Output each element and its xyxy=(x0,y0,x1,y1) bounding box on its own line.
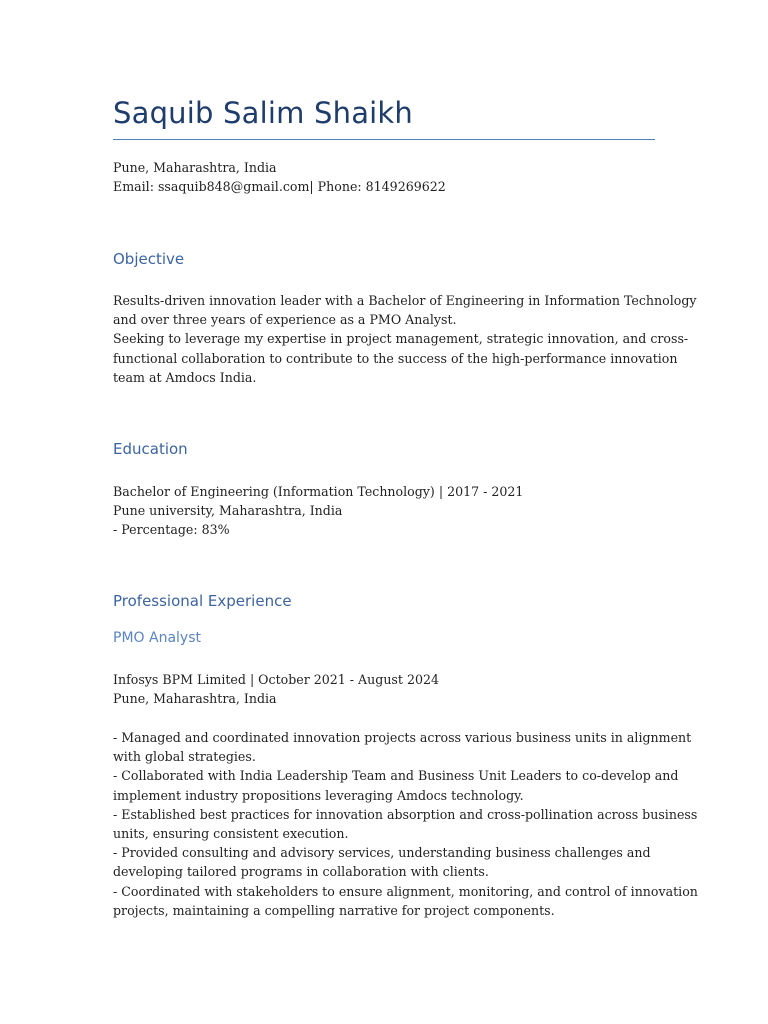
location-text: Pune, Maharashtra, India xyxy=(113,160,277,175)
company-location-line: Pune, Maharashtra, India xyxy=(113,691,277,707)
objective-line: and over three years of experience as a PMO Analyst. xyxy=(113,312,457,328)
responsibility-line: - Provided consulting and advisory services, understanding business challenges and xyxy=(113,845,651,861)
company-info xyxy=(113,670,655,708)
responsibility-line: - Managed and coordinated innovation projects across various business units in alignment xyxy=(113,730,692,745)
education-heading: Education xyxy=(113,440,188,458)
objective-heading: Objective xyxy=(113,250,185,268)
objective-text xyxy=(113,291,697,387)
responsibility-line: - Coordinated with stakeholders to ensure alignment, monitoring, and control of innovation xyxy=(113,883,698,899)
degree-line: Bachelor of Engineering (Information Technology) | 2017 - 2021 xyxy=(113,484,524,499)
responsibility-line: units, ensuring consistent execution. xyxy=(113,826,349,842)
role-title: PMO Analyst xyxy=(113,630,201,646)
responsibility-line: implement industry propositions leveraging Amdocs technology. xyxy=(113,787,524,803)
responsibility-line: with global strategies. xyxy=(113,749,256,765)
education-text xyxy=(113,482,655,540)
responsibilities-list xyxy=(113,728,698,920)
objective-line: functional collaboration to contribute to the success of the high-performance innovation xyxy=(113,350,678,366)
university-line: Pune university, Maharashtra, India xyxy=(113,503,343,519)
experience-heading: Professional Experience xyxy=(113,592,292,610)
percentage-line: - Percentage: 83% xyxy=(113,522,230,538)
responsibility-line: developing tailored programs in collaboration with clients. xyxy=(113,864,489,880)
objective-line: Seeking to leverage my expertise in project management, strategic innovation, and cross- xyxy=(113,331,689,347)
candidate-name: Saquib Salim Shaikh xyxy=(113,96,414,130)
responsibility-line: - Established best practices for innovation absorption and cross-pollination across business xyxy=(113,806,698,822)
responsibility-line: - Collaborated with India Leadership Team and Business Unit Leaders to co-develop and xyxy=(113,768,679,784)
contact-text: Email: ssaquib848@gmail.com| Phone: 8149269622 xyxy=(113,179,446,195)
responsibility-line: projects, maintaining a compelling narrative for project components. xyxy=(113,902,555,918)
objective-line: team at Amdocs India. xyxy=(113,369,257,385)
objective-line: Results-driven innovation leader with a Bachelor of Engineering in Information Technology xyxy=(113,293,697,308)
name-divider xyxy=(113,139,655,140)
contact-block xyxy=(113,158,655,196)
company-line: Infosys BPM Limited | October 2021 - August 2024 xyxy=(113,672,440,687)
